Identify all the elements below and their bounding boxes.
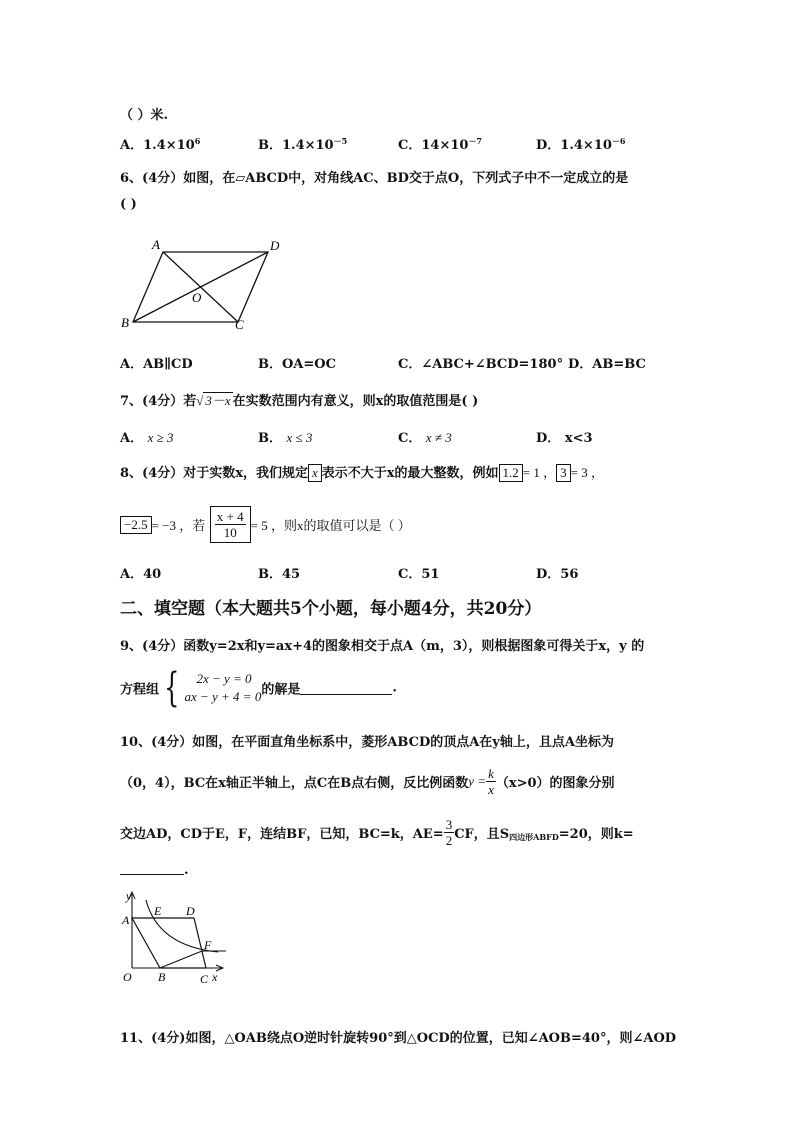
q9-line2: 方程组 { 2x − y = 0 ax − y + 4 = 0 的解是 . (120, 665, 397, 711)
q10-line3: 交边AD，CD于E，F，连结BF，已知，BC=k，AE= $\frac{3}{2}$ CF，且$S_{四边形ABFD}=20$，则k= (120, 817, 634, 848)
q10-line4: . (120, 862, 189, 878)
q6-option-d: D．AB=BC (568, 357, 646, 372)
q10-line1: 10、(4分）如图，在平面直角坐标系中，菱形ABCD的顶点A在y轴上，且点A坐标为 (120, 735, 614, 750)
q5-option-c: C．$14\times 10^{-7}$ (398, 136, 483, 153)
equation-system: 2x − y = 0 ax − y + 4 = 0 (184, 671, 262, 704)
q6-option-a: A．AB∥CD (120, 357, 193, 372)
q7-option-c: C． x ≠ 3 (398, 430, 452, 446)
q7-option-d: D． x<3 (536, 431, 593, 446)
q9-answer-blank[interactable] (300, 682, 392, 695)
q8-option-a: A．40 (120, 567, 162, 582)
q5-tail: （ ）米. (120, 108, 169, 123)
label-c: C (200, 972, 209, 986)
label-d: D (186, 904, 195, 918)
label-a: A (152, 237, 160, 252)
label-b: B (158, 970, 166, 984)
label-e: E (154, 904, 162, 918)
sqrt-expression: √ 3－x (196, 393, 231, 408)
q6-option-c: C．∠ABC+∠BCD=180° (398, 357, 564, 372)
section-heading: 二、填空题（本大题共5个小题，每小题4分，共20分） (120, 599, 542, 619)
q7-option-a: A． x ≥ 3 (120, 430, 174, 446)
parallelogram-figure (118, 232, 288, 337)
q6-option-b: B．OA=OC (258, 357, 336, 372)
q8-option-d: D．56 (536, 567, 579, 582)
q6-stem: 6、(4分）如图，在▱ABCD中，对角线AC、BD交于点O，下列式子中不一定成立的是 (120, 171, 629, 186)
q5-option-a: A．$1.4\times 10^6$ (120, 136, 201, 153)
q5-option-d: D．$1.4\times 10^{-6}$ (536, 136, 626, 153)
q8-stem-line1: 8、(4分）对于实数x，我们规定 x 表示不大于x的最大整数，例如 1.2 = 1 ， 3 = 3 ， (120, 465, 604, 481)
q8-option-b: B．45 (258, 567, 301, 582)
label-a: A (122, 913, 130, 927)
q7-option-b: B． x ≤ 3 (258, 430, 313, 446)
q6-paren: ( ) (120, 197, 137, 212)
q10-line2: （0，4），BC在x轴正半轴上，点C在B点右侧，反比例函数y = $\frac{k}{x}$ （x>0）的图象分别 (120, 766, 615, 797)
floor-fraction: $\frac{x + 4}{10}$ (210, 506, 251, 543)
q10-answer-blank[interactable] (120, 862, 184, 875)
label-o: O (123, 970, 132, 984)
label-x: x (212, 970, 218, 984)
label-f: F (204, 938, 212, 952)
diagonal-bd (133, 252, 268, 322)
label-y: y (126, 889, 132, 903)
segment-bf (160, 951, 202, 968)
q7-stem: 7、(4分）若√ 3－x 在实数范围内有意义，则x的取值范围是( ) (120, 393, 479, 409)
label-d: D (270, 238, 280, 253)
label-b: B (121, 315, 129, 330)
rhombus-coordinate-figure (118, 888, 238, 988)
q5-option-b: B．$1.4\times 10^{-5}$ (258, 136, 348, 153)
q8-option-c: C．51 (398, 567, 440, 582)
label-c: C (235, 317, 244, 332)
q8-stem-line2: −2.5 = −3 ，若 $\frac{x + 4}{10}$ = 5 ，则x的取值可以是（ ） (120, 506, 411, 543)
q11-line1: 11、(4分)如图，△OAB绕点O逆时针旋转90°到△OCD的位置，已知∠AOB=40°，则∠AOD (120, 1031, 677, 1046)
q9-line1: 9、(4分）函数y=2x和y=ax+4的图象相交于点A（m，3），则根据图象可得关于x，y 的 (120, 639, 645, 654)
rhombus-abcd (132, 918, 206, 968)
label-o: O (192, 290, 202, 305)
